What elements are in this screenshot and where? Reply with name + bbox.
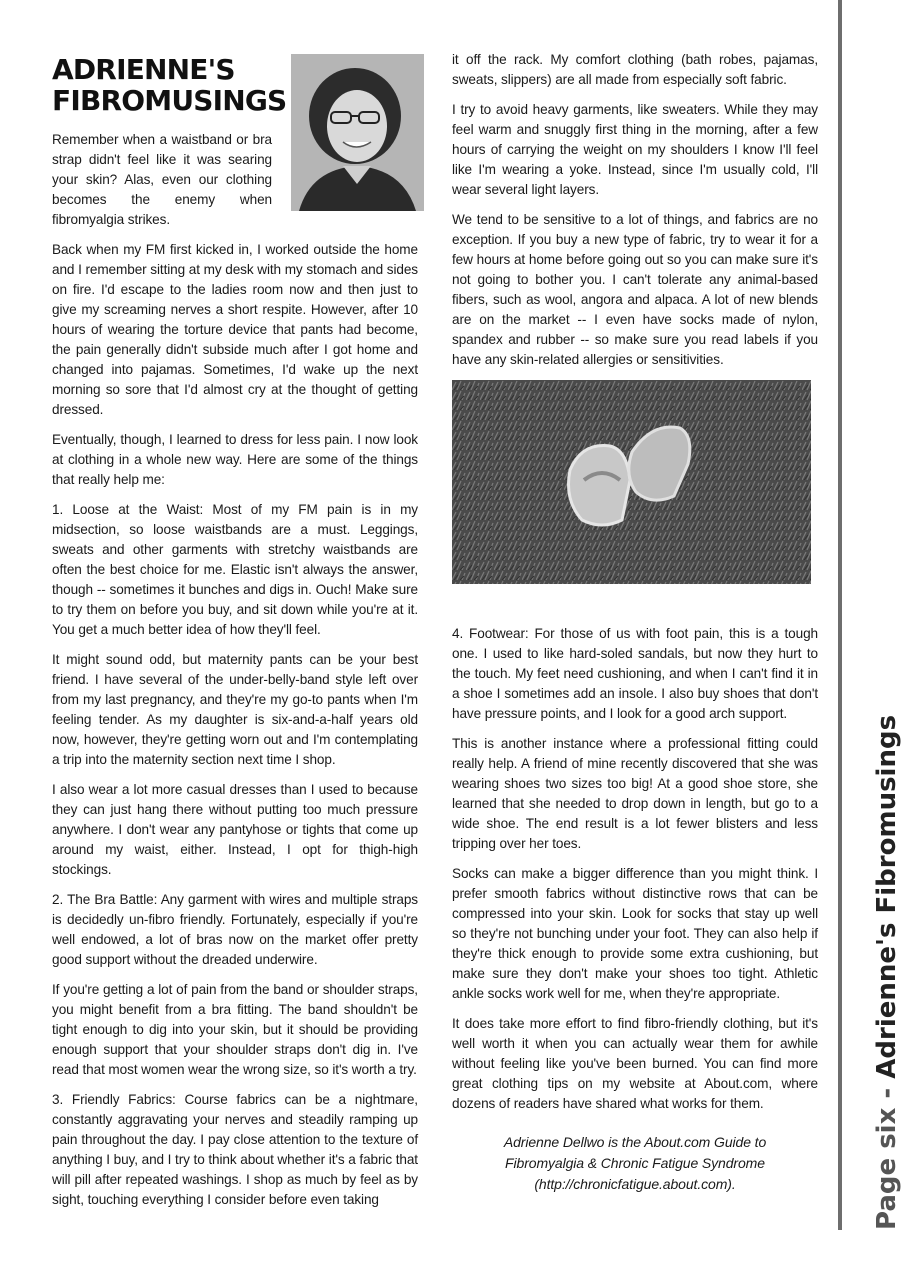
side-rule — [838, 0, 842, 1230]
author-bio — [452, 1132, 818, 1195]
bio-line: (http://chronicfatigue.about.com). — [534, 1176, 736, 1192]
paragraph: This is another instance where a professional fitting could really help. A friend of mine recently discovered that she was wearing shoes two sizes too big! At a good shoe store, she learned that she needed to drop down in length, but go to a wide shoe. The end result is a lot fewer blisters and less tripping over her toes. — [452, 736, 818, 851]
paragraph: 3. Friendly Fabrics: Course fabrics can be a nightmare, constantly aggravating your nerves and steadily ramping up pain throughout the day. I pay close attention to the texture of anything I buy, and I try to think about whether it's a fabric that will pill after repeated washings. I shop as much by feel as by sight, touching everything I consider before even taking — [52, 1092, 418, 1207]
bio-line: Fibromyalgia & Chronic Fatigue Syndrome — [505, 1155, 765, 1171]
right-column — [452, 50, 818, 1205]
paragraph: it off the rack. My comfort clothing (bath robes, pajamas, sweats, slippers) are all made from especially soft fabric. — [452, 52, 818, 87]
paragraph: 4. Footwear: For those of us with foot pain, this is a tough one. I used to like hard-soled sandals, but now they hurt to the touch. My feet need cushioning, and when I can't find it in a shoe I sometimes add an insole. I also buy shoes that don't have pressure points, and I look for a good arch support. — [452, 626, 818, 721]
article-title: ADRIENNE'S FIBROMUSINGS — [52, 53, 287, 117]
bio-line: Adrienne Dellwo is the About.com Guide to — [503, 1134, 767, 1150]
shoes-on-grass-photo — [452, 380, 811, 584]
page-number-label: Page six - — [872, 1078, 902, 1230]
paragraph: We tend to be sensitive to a lot of things, and fabrics are no exception. If you buy a new type of fabric, try to wear it for a few hours at home before going out so you can make sure it's not going to bother you. I can't tolerate any animal-based fibers, such as wool, angora and alpaca. A lot of new blends are on the market -- I even have socks made of nylon, spandex and rubber -- so make sure you read labels if you have any skin-related allergies or sensitivities. — [452, 212, 818, 367]
paragraph: Socks can make a bigger difference than you might think. I prefer smooth fabrics without distinctive rows that can be compressed into your skin. Look for socks that stay up well so they're not bunching under your foot. They can also help if they're thick enough to provide some extra cushioning, but make sure they don't make your shoes too tight. Athletic ankle socks work well for me, when they're appropriate. — [452, 866, 818, 1001]
paragraph: 2. The Bra Battle: Any garment with wires and multiple straps is decidedly un-fibro friendly. Fortunately, especially if you're well endowed, a lot of bras now on the market offer pretty good support without the dreaded underwire. — [52, 892, 418, 967]
paragraph: I also wear a lot more casual dresses than I used to because they can just hang there without putting too much pressure anywhere. I don't wear any pantyhose or tights that come up around my waist, either. Instead, I opt for thigh-high stockings. — [52, 782, 418, 877]
paragraph: 1. Loose at the Waist: Most of my FM pain is in my midsection, so loose waistbands are a must. Leggings, sweats and other garments with stretchy waistbands are often the best choice for me. Elastic isn't always the answer, though -- sometimes it bunches and digs in. Ouch! Make sure to try them on before you buy, and sit down while you're at it. You get a much better idea of how they'll feel. — [52, 502, 418, 637]
page-section-label — [872, 715, 902, 1230]
paragraph: If you're getting a lot of pain from the band or shoulder straps, you might benefit from a bra fitting. The band shouldn't be tight enough to dig into your skin, but it should be providing enough support that your shoulder straps don't dig in. I've read that most women wear the wrong size, so it's worth a try. — [52, 982, 418, 1077]
left-column — [52, 54, 418, 1220]
author-photo — [291, 54, 424, 211]
article-intro: Remember when a waistband or bra strap didn't feel like it was searing your skin? Alas, even our clothing becomes the enemy when fibromyalgia strikes. — [52, 132, 272, 227]
section-name-label: Adrienne's Fibromusings — [872, 714, 902, 1079]
paragraph: It does take more effort to find fibro-friendly clothing, but it's well worth it when you can actually wear them for awhile without feeling like you've been burned. You can find more great clothing tips on my website at About.com, where dozens of readers have shared what works for them. — [452, 1016, 818, 1111]
paragraph: Eventually, though, I learned to dress for less pain. I now look at clothing in a whole new way. Here are some of the things that really help me: — [52, 432, 418, 487]
paragraph: It might sound odd, but maternity pants can be your best friend. I have several of the under-belly-band style left over from my last pregnancy, and they're my go-to pants when I'm feeling tender. As my daughter is six-and-a-half years old now, however, they're getting worn out and I'm contemplating a trip into the maternity section next time I shop. — [52, 652, 418, 767]
paragraph: Back when my FM first kicked in, I worked outside the home and I remember sitting at my desk with my stomach and sides on fire. I'd escape to the ladies room now and then just to give my screaming nerves a short respite. However, after 10 hours of wearing the torture device that pants had become, the pain generally didn't subside much after I got home and changed into pajamas. Sometimes, I'd wake up the next morning so sore that I'd almost cry at the thought of getting dressed. — [52, 242, 418, 417]
paragraph: I try to avoid heavy garments, like sweaters. While they may feel warm and snuggly first thing in the morning, after a few hours of carrying the weight on my shoulders I know I'll feel like I'm wearing a yoke. Instead, since I'm usually cold, I'll wear several light layers. — [452, 102, 818, 197]
